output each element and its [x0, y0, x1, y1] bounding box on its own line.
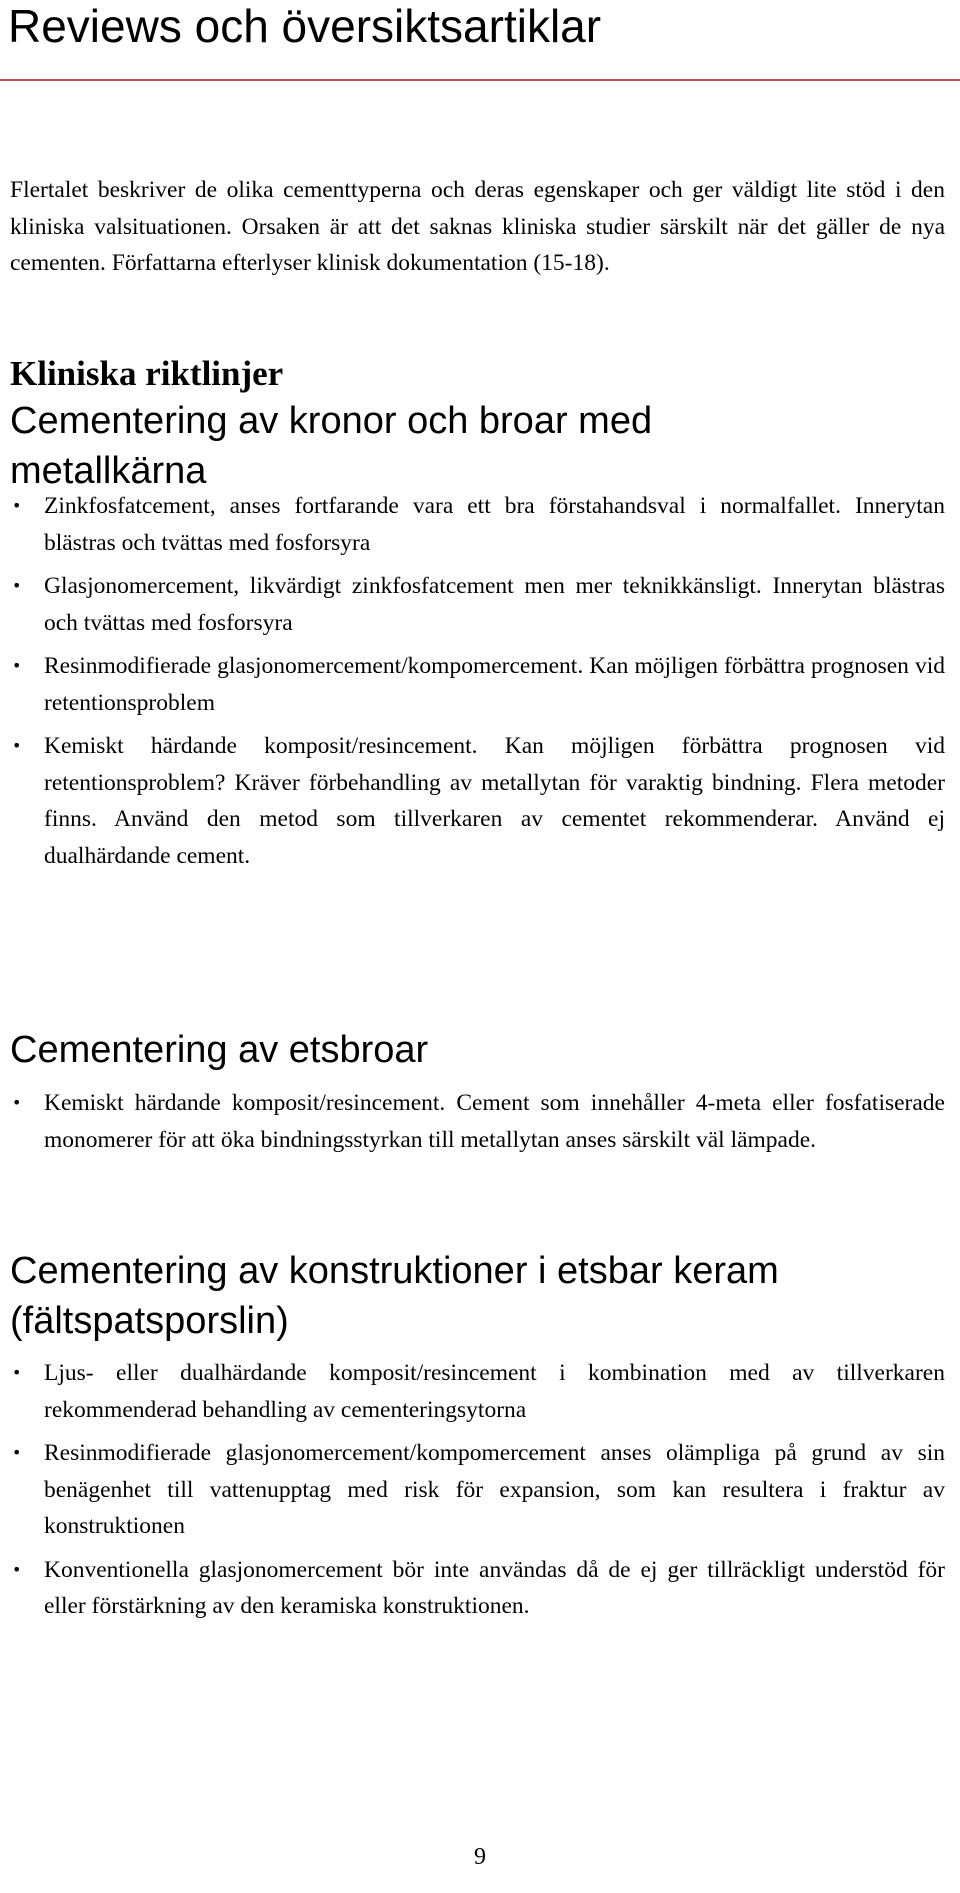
- crowns-bridges-heading: Cementering av kronor och broar med metallkärna: [10, 400, 653, 492]
- page-number: 9: [474, 1844, 486, 1870]
- etchable-ceramic-heading: Cementering av konstruktioner i etsbar keram (fältspatsporslin): [10, 1250, 779, 1342]
- etch-bridges-heading: Cementering av etsbroar: [10, 1029, 429, 1071]
- list-item-text: Resinmodifierade glasjonomercement/kompomercement anses olämpliga på grund av sin benägenhet till vattenupptag med risk för expansion, som kan resultera i fraktur av konstruktionen: [44, 1440, 945, 1539]
- bullet-icon: •: [12, 1559, 22, 1579]
- page-header-title: Reviews och översiktsartiklar: [8, 0, 602, 52]
- list-item: [0, 1435, 945, 1545]
- bullet-icon: •: [12, 736, 22, 755]
- guidelines-heading: Kliniska riktlinjer: [10, 354, 284, 393]
- list-item: [0, 488, 945, 561]
- list-item: [0, 568, 945, 641]
- bullet-icon: •: [12, 1443, 22, 1462]
- bullet-icon: •: [12, 496, 22, 515]
- list-item-text: Resinmodifierade glasjonomercement/kompomercement. Kan möjligen förbättra prognosen vid retentionsproblem: [44, 653, 945, 716]
- list-item-text: Zinkfosfatcement, anses fortfarande vara ett bra förstahandsval i normalfallet. Innerytan blästras och tvättas med fosforsyra: [44, 493, 945, 556]
- list-item: [0, 1355, 945, 1428]
- list-item: [0, 728, 945, 874]
- bullet-icon: •: [12, 1363, 22, 1382]
- list-item-text: Kemiskt härdande komposit/resincement. Kan möjligen förbättra prognosen vid retentionsproblem? Kräver förbehandling av metallytan för varaktig bindning. Flera metoder finns. Använd den metod som tillverkaren av cementet rekommenderar. Använd ej dualhärdande cement.: [44, 733, 945, 869]
- bullet-icon: •: [12, 1093, 22, 1112]
- etchable-ceramic-list: [0, 1355, 960, 1625]
- bullet-icon: •: [12, 656, 22, 675]
- list-item: [0, 1085, 945, 1158]
- intro-paragraph: Flertalet beskriver de olika cementtyperna och deras egenskaper och ger väldigt lite stöd i den kliniska valsituationen. Orsaken är att det saknas kliniska studier särskilt när det gäller de nya cementen. Författarna efterlyser klinisk dokumentation (15-18).: [10, 177, 945, 276]
- list-item: [0, 648, 945, 721]
- list-item-text: Ljus- eller dualhärdande komposit/resincement i kombination med av tillverkaren rekommenderad behandling av cementeringsytorna: [44, 1360, 945, 1423]
- list-item: [0, 1552, 945, 1625]
- list-item-text: Konventionella glasjonomercement bör inte användas då de ej ger tillräckligt understöd för eller förstärkning av den keramiska konstruktionen.: [44, 1556, 945, 1619]
- list-item-text: Kemiskt härdande komposit/resincement. Cement som innehåller 4-meta eller fosfatiserade monomerer för att öka bindningsstyrkan till metallytan anses särskilt väl lämpade.: [44, 1090, 945, 1153]
- etch-bridges-list: [0, 1085, 960, 1158]
- header-divider: [0, 79, 960, 81]
- list-item-text: Glasjonomercement, likvärdigt zinkfosfatcement men mer teknikkänsligt. Innerytan blästras och tvättas med fosforsyra: [44, 573, 945, 636]
- crowns-bridges-list: [0, 488, 960, 874]
- bullet-icon: •: [12, 576, 22, 595]
